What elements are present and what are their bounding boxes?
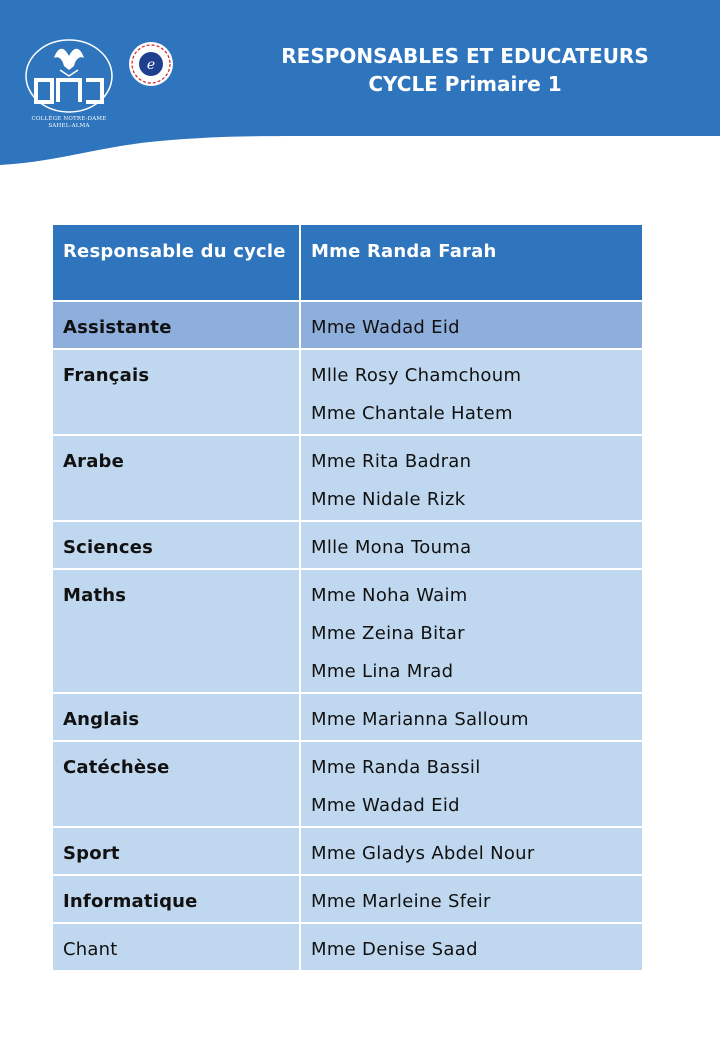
table-row	[52, 301, 643, 349]
subject-cell	[52, 349, 300, 435]
partner-logo	[123, 40, 179, 88]
subject-cell	[52, 521, 300, 569]
table-header-row	[52, 224, 643, 301]
names-cell	[300, 301, 643, 349]
table-row	[52, 435, 643, 521]
teacher-name: Mme Denise Saad	[311, 939, 478, 960]
page-title-line2: CYCLE Primaire 1	[368, 72, 562, 96]
subject-cell	[52, 569, 300, 693]
subject-label: Français	[63, 365, 150, 386]
header-label-cell	[52, 224, 300, 301]
names-cell	[300, 349, 643, 435]
names-cell	[300, 923, 643, 971]
subject-label: Catéchèse	[63, 757, 170, 778]
names-cell	[300, 693, 643, 741]
teacher-name: Mme Wadad Eid	[311, 317, 460, 338]
subject-cell	[52, 693, 300, 741]
subject-label: Maths	[63, 585, 127, 606]
table-row	[52, 569, 643, 693]
names-cell	[300, 521, 643, 569]
subject-label: Anglais	[63, 709, 140, 730]
names-cell	[300, 827, 643, 875]
subject-cell	[52, 923, 300, 971]
label-france-education-seal-icon	[123, 40, 179, 88]
staff-table	[51, 223, 644, 972]
cycle-head-name: Mme Randa Farah	[311, 241, 497, 262]
table-row	[52, 521, 643, 569]
subject-label: Sport	[63, 843, 120, 864]
subject-cell	[52, 875, 300, 923]
names-cell	[300, 569, 643, 693]
teacher-name: Mlle Rosy Chamchoum	[311, 365, 522, 386]
svg-text:e: e	[146, 57, 156, 73]
subject-label: Assistante	[63, 317, 172, 338]
cnd-school-crest-icon	[24, 36, 114, 116]
teacher-name: Mme Rita Badran	[311, 451, 472, 472]
teacher-name: Mme Marleine Sfeir	[311, 891, 491, 912]
table-row	[52, 693, 643, 741]
subject-cell	[52, 301, 300, 349]
school-logo	[24, 36, 114, 136]
teacher-name: Mme Wadad Eid	[311, 795, 460, 816]
header-name-cell	[300, 224, 643, 301]
teacher-name: Mme Chantale Hatem	[311, 403, 513, 424]
teacher-name: Mme Lina Mrad	[311, 661, 454, 682]
teacher-name: Mme Randa Bassil	[311, 757, 481, 778]
teacher-name: Mme Nidale Rizk	[311, 489, 466, 510]
table-row	[52, 741, 643, 827]
subject-label: Informatique	[63, 891, 198, 912]
table-row	[52, 827, 643, 875]
teacher-name: Mlle Mona Touma	[311, 537, 472, 558]
table-row	[52, 923, 643, 971]
subject-cell	[52, 741, 300, 827]
school-logo-text: COLLÈGE NOTRE-DAME SAHEL-ALMA	[31, 116, 107, 129]
page-title-line1: RESPONSABLES ET EDUCATEUR‌S	[281, 44, 649, 68]
teacher-name: Mme Marianna Salloum	[311, 709, 529, 730]
subject-cell	[52, 827, 300, 875]
cycle-head-label: Responsable du cycle	[63, 241, 286, 262]
subject-cell	[52, 435, 300, 521]
subject-label: Chant	[63, 939, 118, 960]
header-banner	[0, 0, 720, 175]
subject-label: Arabe	[63, 451, 125, 472]
teacher-name: Mme Zeina Bitar	[311, 623, 465, 644]
names-cell	[300, 435, 643, 521]
table-row	[52, 349, 643, 435]
names-cell	[300, 741, 643, 827]
teacher-name: Mme Gladys Abdel Nour	[311, 843, 535, 864]
teacher-name: Mme Noha Waim	[311, 585, 468, 606]
names-cell	[300, 875, 643, 923]
subject-label: Sciences	[63, 537, 154, 558]
table-row	[52, 875, 643, 923]
